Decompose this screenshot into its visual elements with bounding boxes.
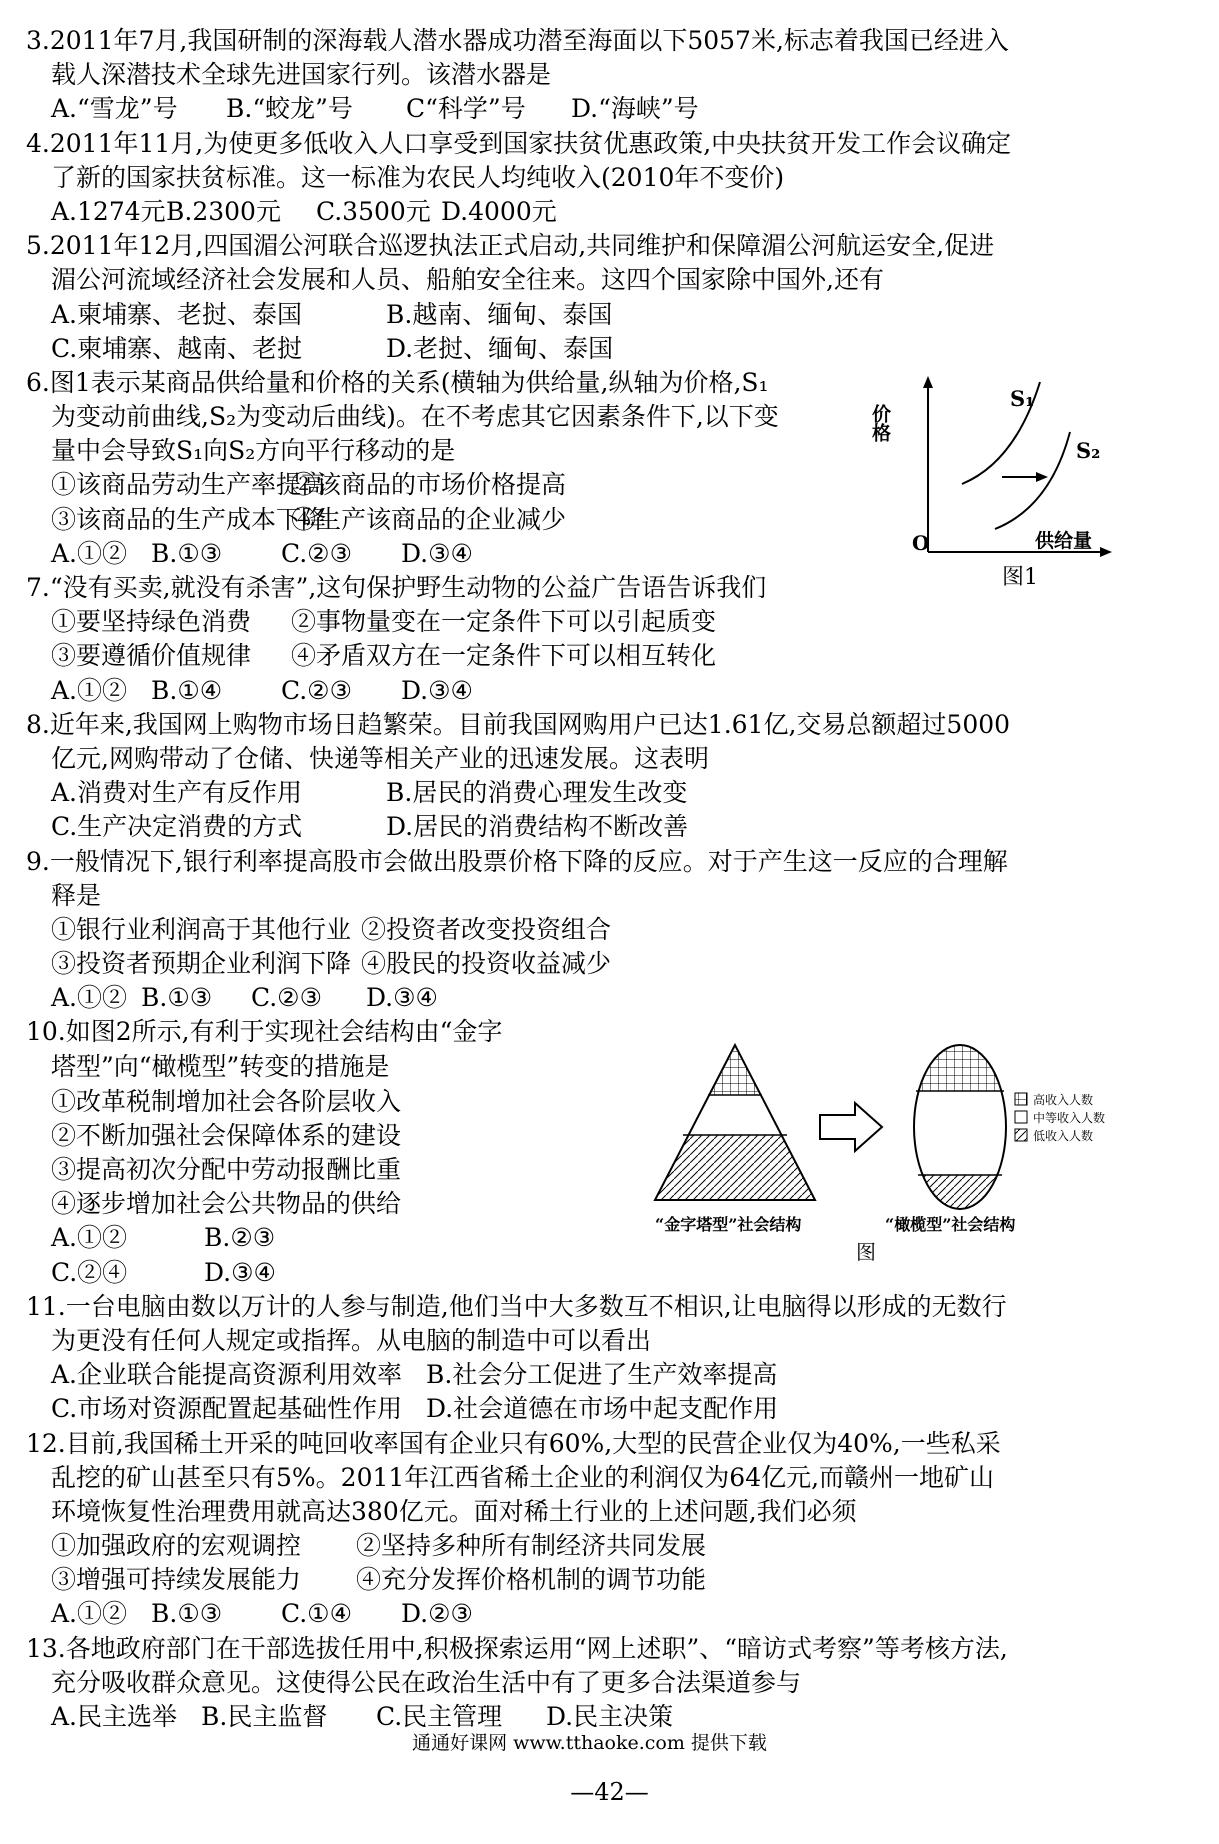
line-text: ①改革税制增加社会各阶层收入 [26, 1086, 402, 1116]
text-line [26, 1461, 1196, 1495]
text-line [26, 742, 1196, 776]
line-text: 3.2011年7月,我国研制的深海载人潜水器成功潜至海面以下5057米,标志着我国已经进入 [26, 26, 1009, 55]
option-text: ④生产该商品的企业减少 [291, 504, 567, 534]
text-line [26, 776, 1196, 810]
line-text: C.生产决定消费的方式 [26, 812, 303, 842]
text-line [26, 1632, 1196, 1666]
line-text: 塔型”向“橄榄型”转变的措施是 [26, 1052, 390, 1082]
fig1-caption: 图1 [1002, 565, 1038, 590]
text-line [26, 263, 1196, 297]
fig2-right-caption: “橄榄型”社会结构 [885, 1215, 1016, 1234]
line-text: 湄公河流域经济社会发展和人员、船舶安全往来。这四个国家除中国外,还有 [26, 265, 884, 295]
text-line [26, 127, 1196, 161]
option-text: D.②③ [401, 1599, 473, 1629]
line-text: ③投资者预期企业利润下降 [26, 949, 352, 979]
text-line [26, 674, 1196, 708]
text-line [26, 229, 1196, 263]
text-line [26, 947, 1196, 981]
option-text: D.社会道德在市场中起支配作用 [426, 1394, 779, 1424]
line-text: ①银行业利润高于其他行业 [26, 914, 352, 944]
line-text: ③增强可持续发展能力 [26, 1565, 302, 1595]
fig2-caption: 图 [856, 1240, 876, 1264]
text-line [26, 1563, 1196, 1597]
text-line [26, 605, 1196, 639]
text-line [26, 24, 1196, 58]
option-text: ④股民的投资收益减少 [361, 949, 612, 979]
text-line [26, 981, 1196, 1015]
line-text: 量中会导致S₁向S₂方向平行移动的是 [26, 436, 456, 466]
fig1-xlabel: 供给量 [1035, 530, 1093, 552]
line-text: 13.各地政府部门在干部选拔任用中,积极探索运用“网上述职”、“暗访式考察”等考核方法, [26, 1633, 1008, 1663]
option-text: ④矛盾双方在一定条件下可以相互转化 [291, 641, 717, 671]
line-text: C.柬埔寨、越南、老挝 [26, 333, 303, 363]
option-text: B.“蛟龙”号 [226, 94, 353, 124]
fig2-left-caption: “金字塔型”社会结构 [655, 1215, 802, 1234]
page-number: —42— [570, 1778, 649, 1806]
option-text: D.4000元 [441, 196, 557, 226]
option-text: C.②③ [281, 538, 353, 568]
figure-2-social-structure [650, 1035, 1110, 1235]
line-text: 释是 [26, 880, 102, 910]
line-text: A.①② [26, 983, 128, 1013]
line-text: ③提高初次分配中劳动报酬比重 [26, 1155, 402, 1184]
line-text: 7.“没有买卖,就没有杀害”,这句保护野生动物的公益广告语告诉我们 [26, 573, 767, 602]
fig1-origin: O [912, 531, 930, 555]
line-text: 8.近年来,我国网上购物市场日趋繁荣。目前我国网购用户已达1.61亿,交易总额超过5000 [26, 709, 1011, 739]
line-text: ④逐步增加社会公共物品的供给 [26, 1189, 402, 1219]
line-text: 亿元,网购带动了仓储、快递等相关产业的迅速发展。这表明 [26, 743, 709, 773]
line-text: A.消费对生产有反作用 [26, 778, 303, 808]
option-text: D.③④ [401, 538, 473, 568]
option-text: ②坚持多种所有制经济共同发展 [356, 1531, 707, 1561]
line-text: A.①② [26, 1599, 128, 1629]
text-line [26, 1324, 1196, 1358]
text-line [26, 1495, 1196, 1529]
option-text: B.社会分工促进了生产效率提高 [426, 1360, 778, 1390]
option-text: B.民主监督 [201, 1702, 328, 1731]
fig1-s2-label: S₂ [1076, 438, 1101, 463]
option-text: ②投资者改变投资组合 [361, 914, 612, 944]
option-text: B.①③ [141, 983, 213, 1013]
text-line [26, 708, 1196, 742]
text-line [26, 1290, 1196, 1324]
line-text: 11.一台电脑由数以万计的人参与制造,他们当中大多数互不相识,让电脑得以形成的无数行 [26, 1291, 1007, 1321]
text-line [26, 92, 1196, 126]
line-text: ①加强政府的宏观调控 [26, 1531, 302, 1561]
option-text: D.“海峡”号 [571, 94, 699, 124]
option-text: ②该商品的市场价格提高 [291, 470, 567, 500]
text-line [26, 1358, 1196, 1392]
line-text: 了新的国家扶贫标准。这一标准为农民人均纯收入(2010年不变价) [26, 162, 785, 192]
text-line [26, 913, 1196, 947]
text-line [26, 332, 1196, 366]
figure-1-supply-chart [869, 372, 1120, 602]
line-text: 载人深潜技术全球先进国家行列。该潜水器是 [26, 60, 552, 90]
line-text: ③要遵循价值规律 [26, 641, 252, 671]
option-text: B.②③ [204, 1223, 276, 1253]
line-text: 4.2011年11月,为使更多低收入人口享受到国家扶贫优惠政策,中央扶贫开发工作会议确定 [26, 128, 1012, 158]
line-text: 乱挖的矿山甚至只有5%。2011年江西省稀土企业的利润仅为64亿元,而赣州一地矿山 [26, 1462, 995, 1492]
fig1-ylabel: 价格 [869, 404, 891, 442]
option-text: C.②③ [281, 675, 353, 705]
option-text: C.②③ [251, 983, 323, 1013]
text-line [26, 161, 1196, 195]
option-text: D.③④ [204, 1257, 276, 1287]
option-text: C.民主管理 [376, 1702, 503, 1731]
text-line [26, 1392, 1196, 1426]
line-text: ①要坚持绿色消费 [26, 607, 252, 637]
line-text: A.①② [26, 538, 128, 568]
option-text: C.①④ [281, 1599, 353, 1629]
text-line [26, 1427, 1196, 1461]
option-text: B.越南、缅甸、泰国 [386, 299, 613, 329]
line-text: 为变动前曲线,S₂为变动后曲线)。在不考虑其它因素条件下,以下变 [26, 402, 779, 432]
line-text: A.民主选举 [26, 1702, 178, 1731]
option-text: ②事物量变在一定条件下可以引起质变 [291, 607, 717, 637]
line-text: 9.一般情况下,银行利率提高股市会做出股票价格下降的反应。对于产生这一反应的合理解 [26, 846, 1008, 876]
text-line [26, 195, 1196, 229]
option-text: ④充分发挥价格机制的调节功能 [356, 1565, 707, 1595]
footer-source: 通通好课网 www.tthaoke.com 提供下载 [412, 1732, 767, 1754]
option-text: B.2300元 [166, 196, 281, 226]
fig1-s1-label: S₁ [1010, 386, 1035, 411]
line-text: A.①② [26, 675, 128, 705]
text-line [26, 1666, 1196, 1700]
line-text: A.①② [26, 1223, 128, 1253]
line-text: A.柬埔寨、老挝、泰国 [26, 299, 303, 329]
line-text: 10.如图2所示,有利于实现社会结构由“金字 [26, 1017, 503, 1047]
option-text: B.①③ [151, 1599, 223, 1629]
option-text: D.老挝、缅甸、泰国 [386, 333, 614, 363]
option-text: C“科学”号 [406, 94, 526, 124]
line-text: C.②④ [26, 1257, 128, 1287]
text-line [26, 58, 1196, 92]
line-text: C.市场对资源配置起基础性作用 [26, 1394, 403, 1424]
text-line [26, 1597, 1196, 1631]
text-line [26, 845, 1196, 879]
line-text: 5.2011年12月,四国湄公河联合巡逻执法正式启动,共同维护和保障湄公河航运安全,促进 [26, 231, 995, 261]
line-text: ①该商品劳动生产率提高 [26, 470, 327, 500]
line-text: ②不断加强社会保障体系的建设 [26, 1120, 402, 1150]
text-line [26, 879, 1196, 913]
option-text: B.①④ [151, 675, 223, 705]
text-line [26, 1529, 1196, 1563]
line-text: A.1274元 [26, 196, 166, 226]
text-line [26, 810, 1196, 844]
text-line [26, 298, 1196, 332]
text-line [26, 1256, 1196, 1290]
line-text: 6.图1表示某商品供给量和价格的关系(横轴为供给量,纵轴为价格,S₁ [26, 367, 769, 397]
line-text: 为更没有任何人规定或指挥。从电脑的制造中可以看出 [26, 1325, 652, 1355]
legend-low: 低收入人数 [1033, 1129, 1094, 1143]
option-text: D.③④ [401, 675, 473, 705]
option-text: C.3500元 [316, 196, 431, 226]
line-text: A.企业联合能提高资源利用效率 [26, 1360, 403, 1390]
line-text: ③该商品的生产成本下降 [26, 504, 327, 534]
line-text: 充分吸收群众意见。这使得公民在政治生活中有了更多合法渠道参与 [26, 1667, 802, 1697]
option-text: D.居民的消费结构不断改善 [386, 812, 689, 842]
text-line [26, 639, 1196, 673]
legend-middle: 中等收入人数 [1033, 1111, 1106, 1125]
line-text: 12.目前,我国稀土开采的吨回收率国有企业只有60%,大型的民营企业仅为40%,一些私采 [26, 1428, 1001, 1458]
line-text: A.“雪龙”号 [26, 94, 178, 124]
question-text [26, 24, 1196, 1734]
option-text: D.③④ [366, 983, 438, 1013]
line-text: 环境恢复性治理费用就高达380亿元。面对稀土行业的上述问题,我们必须 [26, 1496, 857, 1526]
option-text: D.民主决策 [546, 1702, 674, 1731]
option-text: B.居民的消费心理发生改变 [386, 778, 688, 808]
legend-high: 高收入人数 [1033, 1093, 1094, 1107]
option-text: B.①③ [151, 538, 223, 568]
